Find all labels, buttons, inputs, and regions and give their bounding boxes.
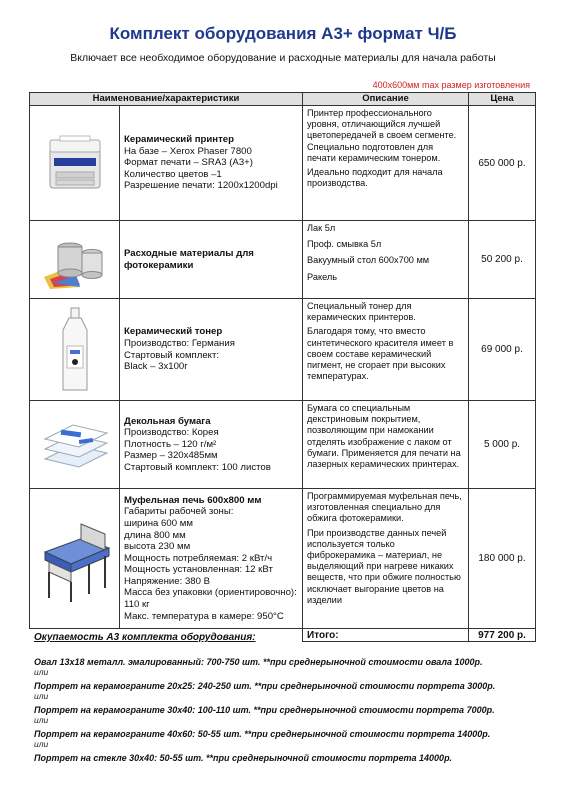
total-value: 977 200 р. (469, 629, 536, 642)
table-row (30, 106, 536, 221)
decal-description: Бумага со специальным декстриновым покрытием, позволяющим при намокании отделять изображение с лаком от бумаги. Применяется для печати на лазерных керамических принтерах. (307, 403, 461, 470)
toner-bottle-icon (55, 306, 95, 394)
printer-detail: На базе – Xerox Phaser 7800 (124, 145, 252, 157)
table-row (30, 401, 536, 489)
furnace-detail: Мощность потребляемая: 2 кВт/ч (124, 552, 273, 564)
toner-detail: Производство: Германия (124, 337, 235, 349)
furnace-name-cell (120, 489, 303, 629)
furnace-detail: длина 800 мм (124, 529, 186, 541)
payback-line: Овал 13х18 металл. эмалированный: 700-750 шт. **при среднерыночной стоимости овала 1000р. (34, 657, 483, 667)
printer-detail: Количество цветов –1 (124, 168, 222, 180)
printer-description: Принтер профессионального уровня, отличающийся лучшей цветопередачей в своем сегменте. Специально подготовлен для печати керамическим тонером. (307, 108, 457, 163)
or-label: или (34, 691, 49, 701)
decal-name-cell (120, 401, 303, 489)
table-row (30, 221, 536, 299)
header-price: Цена (469, 93, 536, 106)
table-row (30, 489, 536, 629)
furnace-detail: Напряжение: 380 В (124, 575, 211, 587)
printer-name-cell (120, 106, 303, 221)
printer-detail: Разрешение печати: 1200х1200dpi (124, 180, 278, 192)
furnace-detail: ширина 600 мм (124, 517, 193, 529)
header-name: Наименование/характеристики (30, 93, 303, 106)
decal-detail: Размер – 320х485мм (124, 450, 218, 462)
materials-price: 50 200 р. (469, 221, 536, 299)
furnace-detail: высота 230 мм (124, 541, 191, 553)
materials-item: Проф. смывка 5л (307, 239, 382, 250)
payback-line: Портрет на керамограните 30х40: 100-110 шт. **при среднерыночной стоимости портрета 7000р. (34, 705, 495, 715)
printer-price: 650 000 р. (469, 106, 536, 221)
table-row (30, 299, 536, 401)
decal-description-cell (303, 401, 469, 489)
payback-line: Портрет на керамограните 20х25: 240-250 шт. **при среднерыночной стоимости портрета 3000р. (34, 681, 496, 691)
furnace-detail: Габариты рабочей зоны: (124, 506, 234, 518)
max-size-note: 400х600мм max размер изготовления (372, 80, 530, 90)
paint-cans-icon (40, 229, 110, 291)
materials-description-cell (303, 221, 469, 299)
muffle-furnace-icon (35, 514, 115, 604)
furnace-description: Программируемая муфельная печь, изготовленная специально для обжига фотокерамики. (307, 491, 462, 524)
or-label: или (34, 667, 49, 677)
decal-detail: Стартовый комплект: 100 листов (124, 461, 271, 473)
payback-line: Портрет на стекле 30х40: 50-55 шт. **при среднерыночной стоимости портрета 14000р. (34, 753, 453, 763)
toner-description: Специальный тонер для керамических принтеров. (307, 301, 416, 323)
furnace-description: При производстве данных печей используется только фиброкерамика – материал, не выделяющий при нагреве никаких веществ, что при обжиге полностью исключает выгорание цветов на изделии (307, 527, 461, 605)
or-label: или (34, 739, 49, 749)
printer-description: Идеально подходит для начала производства. (307, 167, 443, 189)
materials-name-cell (120, 221, 303, 299)
furnace-detail: Макс. температура в камере: 950°С (124, 610, 284, 622)
header-description: Описание (303, 93, 469, 106)
decal-detail: Производство: Корея (124, 427, 219, 439)
materials-item: Лак 5л (307, 223, 336, 233)
decal-image-cell (30, 401, 120, 489)
furnace-description-cell (303, 489, 469, 629)
table-header-row (30, 93, 536, 106)
toner-price: 69 000 р. (469, 299, 536, 401)
toner-description: Благодаря тому, что вместо синтетического красителя имеет в своем составе керамический пигмент, не сгорает при высоких температурах. (307, 326, 454, 382)
toner-name-cell (120, 299, 303, 401)
printer-title: Керамический принтер (124, 134, 235, 146)
page-title: Комплект оборудования А3+ формат Ч/Б (109, 24, 457, 43)
payback-line: Портрет на керамограните 40х60: 50-55 шт. **при среднерыночной стоимости портрета 14000р. (34, 729, 491, 739)
payback-section (34, 632, 554, 764)
materials-title: Расходные материалы для фотокерамики (124, 247, 254, 271)
page-subtitle: Включает все необходимое оборудование и расходные материалы для начала работы (70, 52, 496, 64)
furnace-price: 180 000 р. (469, 489, 536, 629)
printer-image-cell (30, 106, 120, 221)
toner-description-cell (303, 299, 469, 401)
decal-price: 5 000 р. (469, 401, 536, 489)
equipment-table (29, 92, 536, 642)
printer-detail: Формат печати – SRA3 (А3+) (124, 157, 253, 169)
decal-title: Декольная бумага (124, 415, 211, 427)
laser-printer-icon (40, 128, 110, 198)
toner-detail: Стартовый комплект: (124, 349, 220, 361)
materials-item: Ракель (307, 271, 338, 282)
furnace-detail: Мощность установленная: 12 кВт (124, 564, 273, 576)
furnace-detail: Масса без упаковки (ориентировочно): 110 кг (124, 587, 297, 611)
total-label: Итого: (303, 629, 469, 642)
decal-paper-icon (39, 419, 111, 471)
materials-image-cell (30, 221, 120, 299)
toner-title: Керамический тонер (124, 326, 223, 338)
toner-image-cell (30, 299, 120, 401)
furnace-image-cell (30, 489, 120, 629)
or-label: или (34, 715, 49, 725)
payback-title: Окупаемость А3 комплекта оборудования: (34, 632, 256, 643)
materials-item: Вакуумный стол 600х700 мм (307, 255, 430, 266)
printer-description-cell (303, 106, 469, 221)
decal-detail: Плотность – 120 г/м² (124, 438, 217, 450)
furnace-title: Муфельная печь 600х800 мм (124, 494, 262, 506)
toner-detail: Black – 3х100г (124, 361, 188, 373)
